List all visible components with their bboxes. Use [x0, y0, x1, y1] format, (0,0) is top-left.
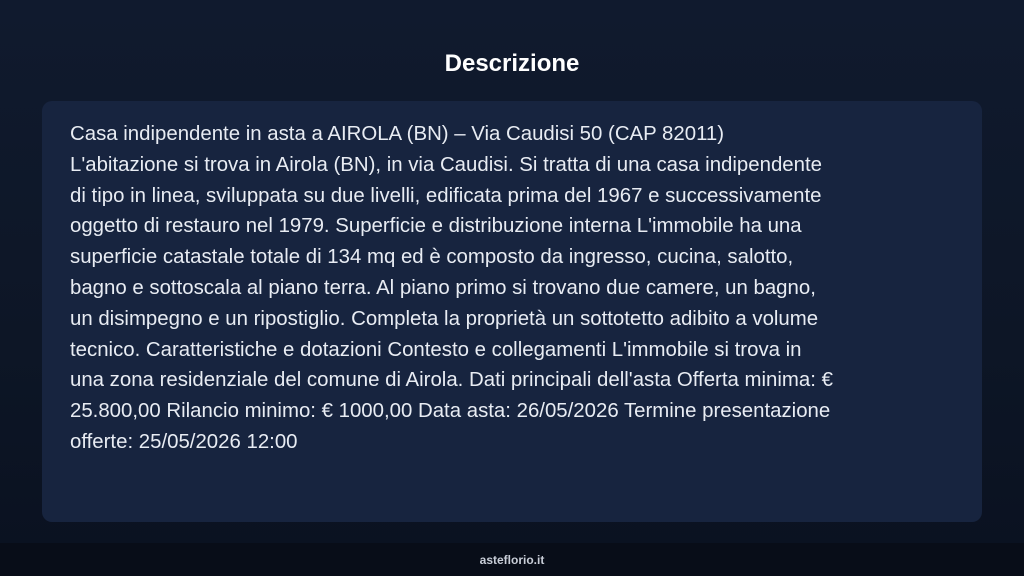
description-text — [70, 119, 954, 458]
description-line: 25.800,00 Rilancio minimo: € 1000,00 Data asta: 26/05/2026 Termine presentazione — [70, 400, 831, 423]
footer-brand: asteflorio.it — [479, 552, 545, 567]
description-line: superficie catastale totale di 134 mq ed è composto da ingresso, cucina, salotto, — [70, 246, 794, 269]
page-title: Descrizione — [444, 50, 580, 77]
description-line: una zona residenziale del comune di Airola. Dati principali dell'asta Offerta minima: € — [70, 369, 833, 392]
description-card — [42, 101, 982, 522]
description-line: oggetto di restauro nel 1979. Superficie e distribuzione interna L'immobile ha una — [70, 215, 802, 238]
description-line: Casa indipendente in asta a AIROLA (BN) – Via Caudisi 50 (CAP 82011) — [70, 123, 725, 145]
description-line: tecnico. Caratteristiche e dotazioni Contesto e collegamenti L'immobile si trova in — [70, 338, 802, 361]
description-line: un disimpegno e un ripostiglio. Completa la proprietà un sottotetto adibito a volume — [70, 307, 819, 330]
description-line: bagno e sottoscala al piano terra. Al piano primo si trovano due camere, un bagno, — [70, 276, 816, 299]
description-line: L'abitazione si trova in Airola (BN), in via Caudisi. Si tratta di una casa indipendente — [70, 153, 822, 176]
description-line: di tipo in linea, sviluppata su due livelli, edificata prima del 1967 e successivamente — [70, 184, 822, 207]
description-line: offerte: 25/05/2026 12:00 — [70, 430, 298, 453]
footer — [0, 543, 1024, 576]
